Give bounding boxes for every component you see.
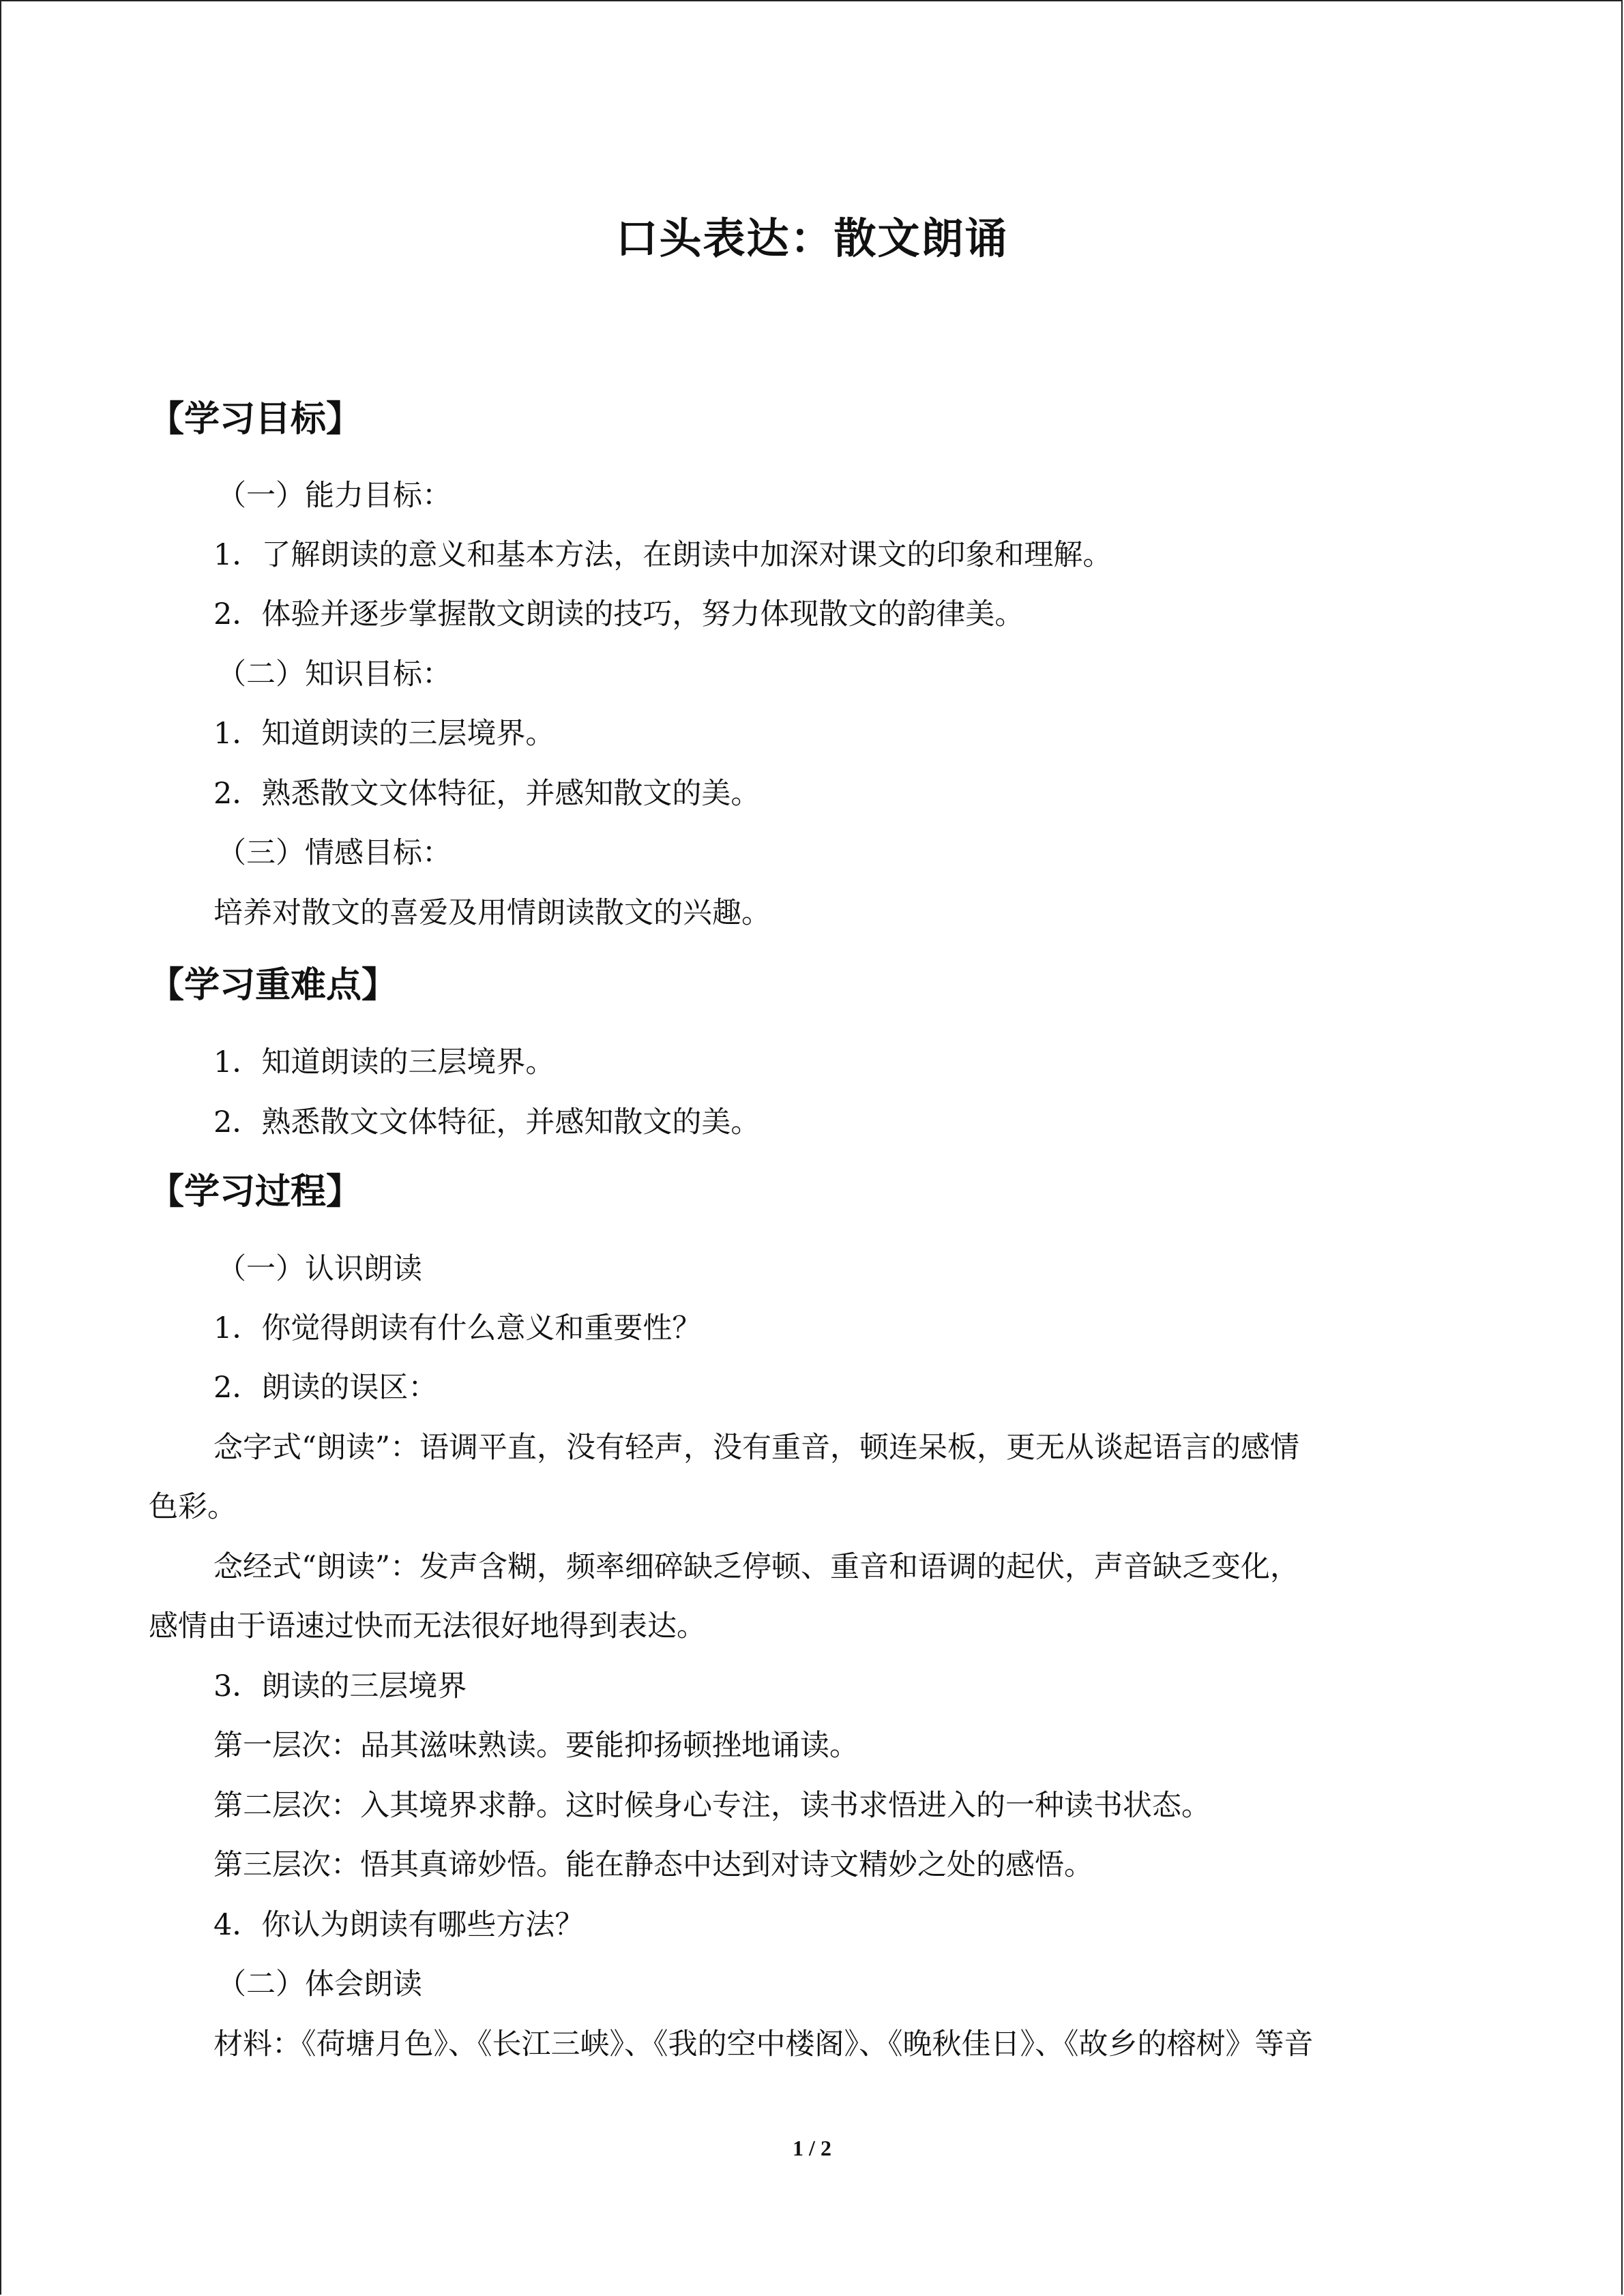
paragraph: 培养对散文的喜爱及用情朗读散文的兴趣。 — [213, 896, 771, 930]
paragraph: 第三层次：悟其真谛妙悟。能在静态中达到对诗文精妙之处的感悟。 — [213, 1848, 1093, 1882]
paragraph: 念字式“朗读”：语调平直，没有轻声，没有重音，顿连呆板，更无从谈起语言的感情 — [213, 1431, 1299, 1465]
paragraph: 感情由于语速过快而无法很好地得到表达。 — [149, 1609, 706, 1643]
paragraph: 1．知道朗读的三层境界。 — [213, 1045, 555, 1079]
paragraph: 念经式“朗读”：发声含糊，频率细碎缺乏停顿、重音和语调的起伏，声音缺乏变化， — [213, 1550, 1299, 1584]
section-heading-goals: 【学习目标】 — [149, 399, 362, 440]
paragraph: （一）能力目标： — [217, 479, 452, 513]
page-title: 口头表达：散文朗诵 — [615, 213, 1009, 263]
paragraph: （一）认识朗读 — [217, 1252, 422, 1286]
paragraph: （二）知识目标： — [217, 657, 452, 691]
paragraph: （三）情感目标： — [217, 836, 452, 870]
paragraph: 2．熟悉散文文体特征，并感知散文的美。 — [213, 1105, 761, 1139]
paragraph: 2．熟悉散文文体特征，并感知散文的美。 — [213, 777, 761, 811]
paragraph: 1．了解朗读的意义和基本方法，在朗读中加深对课文的印象和理解。 — [213, 538, 1112, 572]
paragraph: 2．体验并逐步掌握散文朗读的技巧，努力体现散文的韵律美。 — [213, 597, 1024, 631]
paragraph: 材料：《荷塘月色》、《长江三峡》、《我的空中楼阁》、《晚秋佳日》、《故乡的榕树》等音 — [213, 2027, 1314, 2061]
paragraph: 色彩。 — [149, 1490, 237, 1524]
paragraph: 3．朗读的三层境界 — [213, 1669, 467, 1703]
paragraph: 2．朗读的误区： — [213, 1371, 438, 1405]
paragraph: 第二层次：入其境界求静。这时候身心专注，读书求悟进入的一种读书状态。 — [213, 1789, 1211, 1823]
paragraph: 4．你认为朗读有哪些方法？ — [213, 1908, 585, 1942]
paragraph: 第一层次：品其滋味熟读。要能抑扬顿挫地诵读。 — [213, 1729, 859, 1763]
section-heading-key-points: 【学习重难点】 — [149, 965, 398, 1006]
section-heading-process: 【学习过程】 — [149, 1172, 362, 1212]
page-number: 1 / 2 — [793, 2136, 831, 2160]
paragraph: 1．你觉得朗读有什么意义和重要性？ — [213, 1311, 702, 1345]
paragraph: 1．知道朗读的三层境界。 — [213, 717, 555, 751]
paragraph: （二）体会朗读 — [217, 1967, 422, 2001]
